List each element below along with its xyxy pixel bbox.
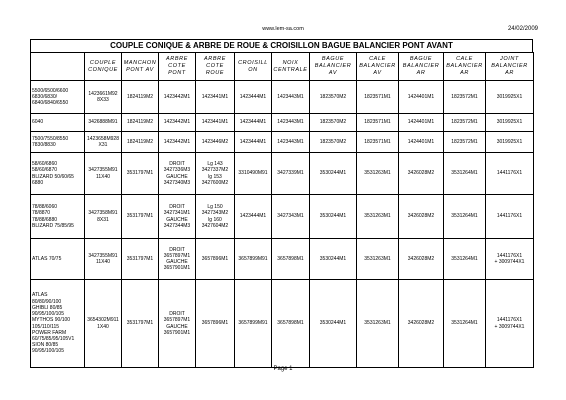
- part-number: 1441176X1: [496, 252, 523, 259]
- part-number: 1823570M2: [319, 119, 347, 126]
- part-number-cell: [272, 81, 310, 114]
- part-number: 3530244M1: [319, 320, 347, 327]
- model-line: BLIZARD 50/60/65: [32, 173, 74, 180]
- part-number: 1441176X1: [496, 317, 523, 324]
- part-number: 1824119M2: [126, 93, 154, 100]
- part-number: GAUCHE: [166, 173, 188, 180]
- part-number: 3427355M91: [88, 252, 118, 259]
- part-number: GAUCHE: [166, 216, 188, 223]
- header-manchon-pont-av: MANCHON PONT AV: [122, 53, 159, 81]
- part-number: 3657899M91: [238, 320, 268, 327]
- part-number-cell: [85, 195, 122, 239]
- table-row: [31, 114, 534, 132]
- part-number: 8X33: [97, 97, 109, 103]
- part-number: 3531264M1: [451, 213, 478, 220]
- part-number: 1424401M1: [407, 119, 435, 126]
- part-number-cell: [159, 132, 196, 153]
- part-number-cell: [444, 114, 486, 132]
- part-number-cell: [399, 280, 444, 368]
- part-number-cell: [196, 239, 235, 280]
- part-number: 3019925X1: [496, 93, 523, 100]
- part-number-cell: [399, 132, 444, 153]
- part-number-cell: [159, 81, 196, 114]
- part-number-cell: [399, 81, 444, 114]
- part-number: GAUCHE: [166, 259, 188, 265]
- part-number-cell: [486, 132, 534, 153]
- model-line: 78/88/6060: [32, 204, 58, 211]
- part-number: 3657899M91: [238, 255, 268, 262]
- part-number-cell: [122, 114, 159, 132]
- part-number: 1824119M2: [126, 119, 154, 126]
- part-number-cell: [399, 195, 444, 239]
- part-number: 3654302M911: [87, 317, 119, 324]
- part-number: 1823572M1: [451, 119, 478, 126]
- part-number-cell: [486, 280, 534, 368]
- table-row: [31, 280, 534, 368]
- part-number-cell: [399, 239, 444, 280]
- part-number: 1423661M92: [88, 90, 118, 97]
- part-number-cell: [444, 239, 486, 280]
- part-number: 3531263M1: [364, 320, 391, 327]
- part-number-cell: [272, 132, 310, 153]
- part-number: 1424401M1: [407, 138, 435, 145]
- model-line: 7500/7550/8550: [32, 135, 69, 142]
- part-number-cell: [486, 239, 534, 280]
- model-line: 6880: [32, 179, 44, 186]
- part-number: 3657898M1: [277, 320, 304, 327]
- part-number-cell: [159, 195, 196, 239]
- part-number: 1423441M1: [201, 93, 229, 100]
- part-number-cell: [159, 153, 196, 195]
- part-number: lg 153: [208, 173, 222, 180]
- part-number: 1423441M1: [201, 119, 229, 126]
- table-row: [31, 195, 534, 239]
- part-number: 1823570M2: [319, 93, 347, 100]
- part-number-cell: [444, 132, 486, 153]
- part-number: 3427340M3: [163, 179, 191, 186]
- part-number-cell: [357, 195, 399, 239]
- part-number-cell: [357, 81, 399, 114]
- header-cale-balancier-ar: CALE BALANCIER AR: [444, 53, 486, 81]
- table-row: [31, 239, 534, 280]
- document-date: 24/02/2009: [507, 26, 538, 32]
- part-number-cell: [159, 114, 196, 132]
- part-number-cell: [399, 114, 444, 132]
- part-number-cell: [85, 280, 122, 368]
- part-number: 3427336M3: [163, 167, 191, 174]
- part-number: 3530244M1: [319, 213, 347, 220]
- model-line: SION 80/85: [32, 342, 59, 349]
- part-number-cell: [122, 132, 159, 153]
- part-number: 1824119M2: [126, 138, 154, 145]
- part-number: 3657901M1: [163, 329, 191, 336]
- part-number: DROIT: [169, 311, 185, 318]
- part-number-cell: [357, 280, 399, 368]
- part-number-cell: [310, 153, 357, 195]
- model-line: 90/95/100/105: [32, 348, 64, 355]
- part-number: 1423444M1: [239, 138, 267, 145]
- part-number-cell: [486, 81, 534, 114]
- part-number-cell: [122, 280, 159, 368]
- part-number: 1823572M1: [451, 138, 478, 145]
- part-number-cell: [272, 153, 310, 195]
- document-title: COUPLE CONIQUE & ARBRE DE ROUE & CROISILLON BAGUE BALANCIER PONT AVANT: [30, 39, 533, 53]
- table-row: [31, 81, 534, 114]
- model-line: 60/75/85/95/105V1: [32, 335, 75, 342]
- table-row: [31, 132, 534, 153]
- part-number: + 3009744X1: [494, 259, 525, 265]
- header-bague-balancier-ar: BAGUE BALANCIER AR: [399, 53, 444, 81]
- part-number: 3019925X1: [496, 119, 523, 126]
- part-number-cell: [235, 239, 272, 280]
- part-number: 8X31: [97, 216, 109, 223]
- part-number: 1441176X1: [496, 170, 523, 177]
- part-number: 3427339M1: [277, 170, 304, 177]
- model-cell: [31, 114, 85, 132]
- model-line: 58/60/6870: [32, 167, 58, 174]
- page-number: Page 1: [273, 366, 293, 372]
- parts-table: [30, 52, 534, 368]
- part-number: DROIT: [169, 246, 185, 253]
- model-line: 6830/6830/: [32, 93, 58, 100]
- model-line: POWER FARM: [32, 329, 67, 336]
- part-number: 3531263M1: [364, 213, 391, 220]
- part-number: DROIT: [169, 161, 185, 168]
- part-number-cell: [85, 81, 122, 114]
- model-line: 5500/6500/6600: [32, 87, 69, 94]
- part-number-cell: [159, 239, 196, 280]
- part-number: 3310490M91: [238, 170, 268, 177]
- part-number-cell: [486, 114, 534, 132]
- model-cell: [31, 280, 85, 368]
- part-number: 3657897M1: [163, 252, 191, 259]
- part-number: 1823571M1: [364, 119, 391, 126]
- model-cell: [31, 81, 85, 114]
- model-line: 80/80/90/100: [32, 298, 62, 305]
- part-number-cell: [235, 153, 272, 195]
- part-number-cell: [357, 153, 399, 195]
- part-number: X31: [98, 142, 108, 148]
- model-cell: [31, 195, 85, 239]
- part-number: 3427343M2: [201, 210, 229, 217]
- part-number: 3531263M1: [364, 255, 391, 262]
- part-number: 3426888M91: [88, 119, 118, 126]
- part-number: 3531797M1: [126, 255, 154, 262]
- part-number: 1424401M1: [407, 93, 435, 100]
- part-number-cell: [235, 132, 272, 153]
- model-line: MYTHOS 90/100: [32, 317, 71, 324]
- part-number: 3427337M2: [201, 167, 229, 174]
- part-number: 1423442M1: [163, 119, 191, 126]
- part-number: 3531264M1: [451, 320, 478, 327]
- part-number: DROIT: [169, 204, 185, 211]
- part-number: 3426028M2: [407, 170, 435, 177]
- part-number-cell: [122, 81, 159, 114]
- model-line: 6840/6840/6550: [32, 100, 69, 107]
- part-number-cell: [310, 280, 357, 368]
- part-number-cell: [272, 280, 310, 368]
- part-number: 3531797M1: [126, 170, 154, 177]
- part-number: 3657896M1: [201, 320, 229, 327]
- part-number: 3427344M3: [163, 222, 191, 229]
- model-line: 90/95/100/105: [32, 311, 64, 318]
- part-number-cell: [444, 81, 486, 114]
- table-row: [31, 153, 534, 195]
- header-model: [31, 53, 85, 81]
- model-line: BLIZARD 75/85/95: [32, 222, 74, 229]
- part-number: 1423443M1: [277, 93, 304, 100]
- part-number-cell: [272, 195, 310, 239]
- part-number-cell: [444, 280, 486, 368]
- part-number: 3427341M1: [163, 210, 191, 217]
- part-number-cell: [85, 153, 122, 195]
- part-number: 11X40: [95, 173, 111, 180]
- part-number: 1423443M1: [277, 119, 304, 126]
- part-number-cell: [196, 195, 235, 239]
- part-number-cell: [272, 114, 310, 132]
- part-number-cell: [235, 81, 272, 114]
- part-number: 3530244M1: [319, 170, 347, 177]
- part-number: 3657896M1: [201, 255, 229, 262]
- part-number-cell: [196, 280, 235, 368]
- header-arbre-cote-roue: ARBRE COTE ROUE: [196, 53, 235, 81]
- part-number: lg 160: [208, 216, 222, 223]
- part-number: 3530244M1: [319, 255, 347, 262]
- header-croisillon: CROISILLON: [235, 53, 272, 81]
- model-line: 58/60/6860: [32, 161, 58, 168]
- model-cell: [31, 239, 85, 280]
- part-number-cell: [235, 195, 272, 239]
- part-number: 1423658M928: [87, 135, 119, 142]
- part-number: 1423442M1: [163, 138, 191, 145]
- part-number-cell: [196, 153, 235, 195]
- model-line: ATLAS 70/75: [32, 255, 62, 262]
- part-number: 3531264M1: [451, 170, 478, 177]
- part-number: 1823572M1: [451, 93, 478, 100]
- part-number: 3531264M1: [451, 255, 478, 262]
- part-number-cell: [122, 153, 159, 195]
- part-number-cell: [122, 239, 159, 280]
- part-number: 3657898M1: [277, 255, 304, 262]
- part-number: 1423444M1: [239, 93, 267, 100]
- part-number-cell: [444, 153, 486, 195]
- header-cale-balancier-av: CALE BALANCIER AV: [357, 53, 399, 81]
- part-number-cell: [486, 153, 534, 195]
- model-line: GHIBLI 80/85: [32, 304, 63, 311]
- part-number: 1823571M1: [364, 93, 391, 100]
- part-number: 3427355M91: [88, 167, 118, 174]
- model-line: ATLAS: [32, 292, 48, 299]
- table-header-row: [31, 53, 534, 81]
- part-number: 1X40: [97, 323, 109, 330]
- part-number-cell: [310, 114, 357, 132]
- part-number-cell: [357, 239, 399, 280]
- part-number: 3531797M1: [126, 213, 154, 220]
- part-number: 3427600M2: [201, 179, 229, 186]
- part-number-cell: [196, 132, 235, 153]
- part-number-cell: [399, 153, 444, 195]
- header-joint-balancier-ar: JOINT BALANCIER AR: [486, 53, 534, 81]
- model-cell: [31, 132, 85, 153]
- part-number-cell: [310, 81, 357, 114]
- model-line: 7830/8830: [32, 142, 56, 148]
- part-number-cell: [159, 280, 196, 368]
- part-number-cell: [235, 280, 272, 368]
- part-number-cell: [122, 195, 159, 239]
- part-number: 3531797M1: [126, 320, 154, 327]
- header-noix-centrale: NOIX CENTRALE: [272, 53, 310, 81]
- part-number-cell: [310, 132, 357, 153]
- part-number-cell: [235, 114, 272, 132]
- part-number-cell: [357, 114, 399, 132]
- part-number: 11X40: [95, 259, 111, 265]
- part-number-cell: [444, 195, 486, 239]
- part-number-cell: [310, 195, 357, 239]
- part-number-cell: [196, 114, 235, 132]
- part-number-cell: [310, 239, 357, 280]
- part-number: 3427343M1: [277, 213, 304, 220]
- part-number: 3426028M2: [407, 255, 435, 262]
- part-number-cell: [272, 239, 310, 280]
- header-bague-balancier-av: BAGUE BALANCIER AV: [310, 53, 357, 81]
- part-number: 1423443M1: [277, 138, 304, 145]
- part-number: 3657897M1: [163, 317, 191, 324]
- header-arbre-cote-pont: ARBRE COTE PONT: [159, 53, 196, 81]
- site-url: www.lem-sa.com: [262, 26, 304, 32]
- part-number: Lg 143: [207, 161, 223, 168]
- part-number-cell: [85, 239, 122, 280]
- part-number: 1441176X1: [496, 213, 523, 220]
- part-number: 3531263M1: [364, 170, 391, 177]
- part-number-cell: [85, 132, 122, 153]
- header-couple-conique: COUPLE CONIQUE: [85, 53, 122, 81]
- part-number: GAUCHE: [166, 323, 188, 330]
- part-number-cell: [85, 114, 122, 132]
- part-number: + 3009744X1: [494, 323, 525, 330]
- part-number-cell: [357, 132, 399, 153]
- part-number: 3657901M1: [163, 265, 191, 272]
- model-cell: [31, 153, 85, 195]
- part-number-cell: [196, 81, 235, 114]
- model-line: 78/8870: [32, 210, 51, 217]
- model-line: 78/88/6880: [32, 216, 58, 223]
- part-number: 1423446M2: [201, 138, 229, 145]
- part-number: 3427604M2: [201, 222, 229, 229]
- part-number: 3426028M2: [407, 320, 435, 327]
- part-number: Lg 150: [207, 204, 223, 211]
- part-number-cell: [486, 195, 534, 239]
- model-line: 105/110/115: [32, 323, 60, 330]
- part-number: 1823570M2: [319, 138, 347, 145]
- part-number: 1423444M1: [239, 213, 267, 220]
- part-number: 3019925X1: [496, 138, 523, 145]
- model-line: 6040: [32, 119, 44, 126]
- part-number: 1423444M1: [239, 119, 267, 126]
- part-number: 3427358M91: [88, 210, 118, 217]
- part-number: 1423442M1: [163, 93, 191, 100]
- part-number: 1823571M1: [364, 138, 391, 145]
- part-number: 3426028M2: [407, 213, 435, 220]
